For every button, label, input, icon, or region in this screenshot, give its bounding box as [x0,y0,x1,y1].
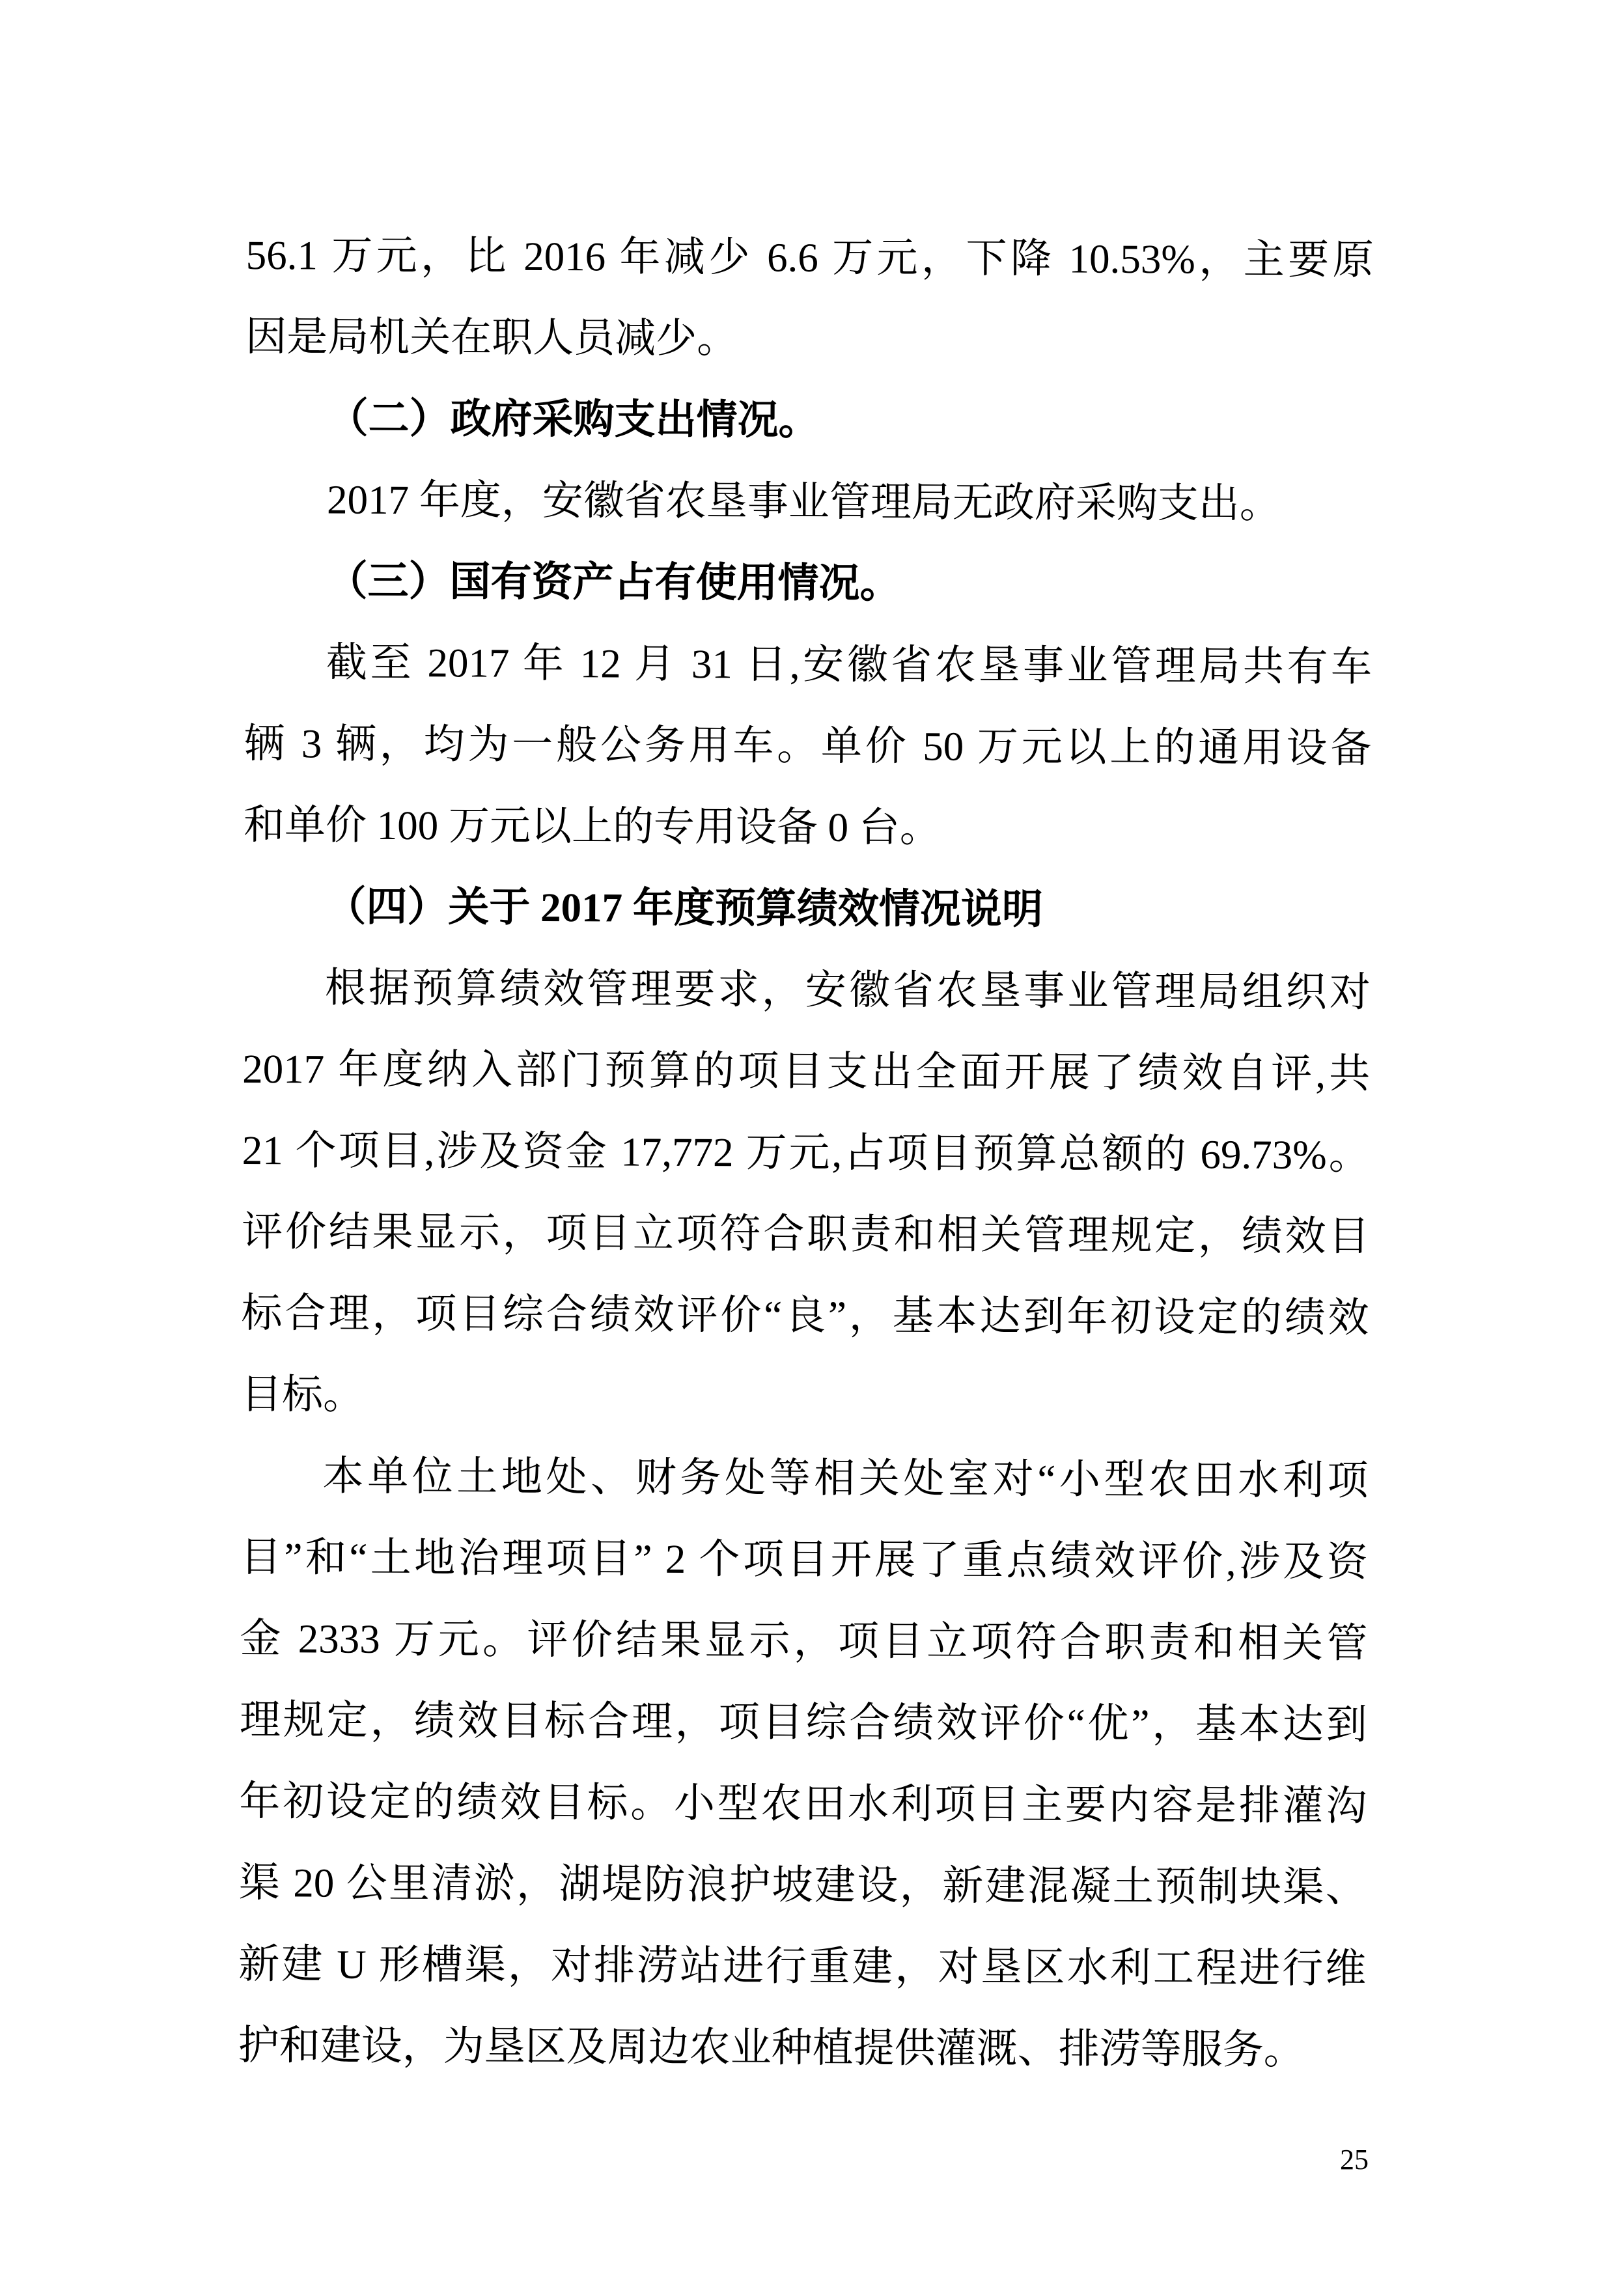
text-line: 金 2333 万元。评价结果显示，项目立项符合职责和相关管 [240,1615,1368,1667]
text-line: 截至 2017 年 12 月 31 日,安徽省农垦事业管理局共有车 [326,639,1372,690]
text-line: 目标。 [240,1371,365,1418]
text-line: 本单位土地处、财务处等相关处室对“小型农田水利项 [322,1453,1369,1504]
text-line: 年初设定的绩效目标。小型农田水利项目主要内容是排灌沟 [239,1778,1367,1829]
text-line: 21 个项目,涉及资金 17,772 万元,占项目预算总额的 69.73%。 [242,1127,1370,1178]
text-line: 2017 年度纳入部门预算的项目支出全面开展了绩效自评,共 [242,1045,1371,1097]
text-line: 和单价 100 万元以上的专用设备 0 台。 [243,801,941,851]
text-line: 评价结果显示，项目立项符合职责和相关管理规定，绩效目 [242,1208,1370,1260]
text-line: 新建 U 形槽渠，对排涝站进行重建，对垦区水利工程进行维 [238,1941,1367,1992]
text-line: 根据预算绩效管理要求，安徽省农垦事业管理局组织对 [324,965,1371,1016]
text-line: 护和建设，为垦区及周边农业种植提供灌溉、排涝等服务。 [238,2022,1305,2073]
text-line: 2017 年度，安徽省农垦事业管理局无政府采购支出。 [326,477,1281,527]
section-heading: （三）国有资产占有使用情况。 [326,558,901,607]
text-line: 目”和“土地治理项目” 2 个项目开展了重点绩效评价,涉及资 [240,1534,1369,1585]
section-heading: （二）政府采购支出情况。 [327,395,820,443]
text-line: 辆 3 辆，均为一般公务用车。单价 50 万元以上的通用设备 [244,720,1372,771]
document-body [238,215,1374,2092]
text-line: 因是局机关在职人员减少。 [245,313,738,362]
page-number: 25 [1340,2144,1369,2176]
text-line: 理规定，绩效目标合理，项目综合绩效评价“优”，基本达到 [239,1696,1368,1748]
text-line: 渠 20 公里清淤，湖堤防浪护坡建设，新建混凝土预制块渠、 [238,1859,1367,1911]
text-line: 标合理，项目综合绩效评价“良”，基本达到年初设定的绩效 [241,1290,1369,1341]
text-line: 56.1 万元，比 2016 年减少 6.6 万元，下降 10.53%，主要原 [245,232,1374,283]
section-heading: （四）关于 2017 年度预算绩效情况说明 [325,883,1044,933]
